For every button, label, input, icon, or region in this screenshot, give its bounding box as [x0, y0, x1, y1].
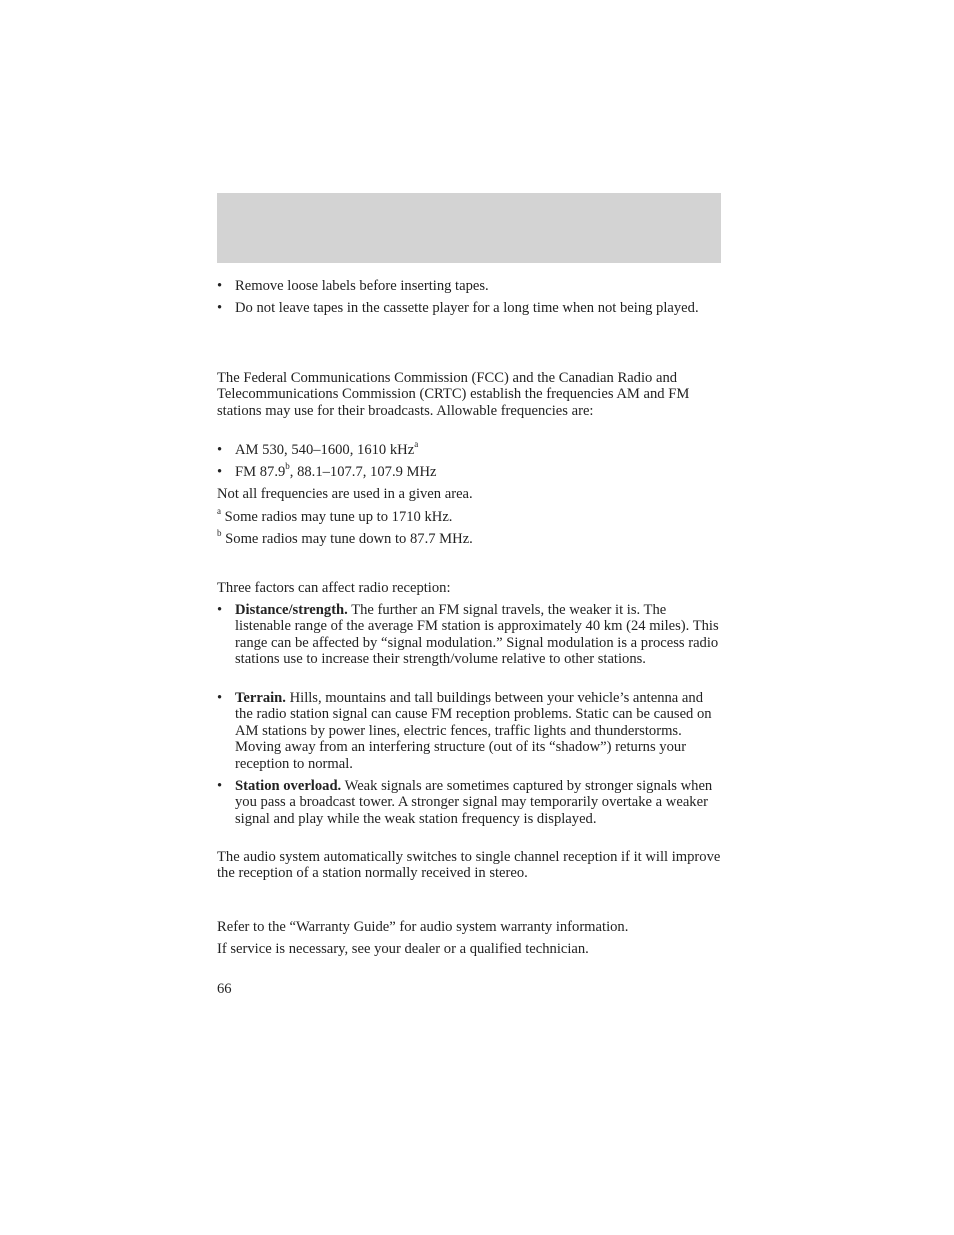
footnote: $^b$ Some radios may tune down to 87.7 MHz.	[217, 528, 473, 547]
list-item-text: Terrain. Hills, mountains and tall buildings between your vehicle’s antenna and the radio station signal can cause FM reception problems. Static can be caused on AM stations by power lines, electric fences, traffic lights and thunderstorms. Moving away from an interfering structure (out of its “shadow”) returns your reception to normal.	[235, 690, 712, 772]
bullet-icon: •	[217, 690, 223, 706]
list-item	[217, 300, 723, 316]
list-item	[217, 461, 723, 480]
service-note: If service is necessary, see your dealer or a qualified technician.	[217, 941, 589, 957]
frequencies-intro: The Federal Communications Commission (FCC) and the Canadian Radio and Telecommunications Commission (CRTC) establish the frequencies AM and FM stations may use for their broadcasts. Allowable frequencies are:	[217, 370, 690, 419]
footnote: $^a$ Some radios may tune up to 1710 kHz.	[217, 506, 453, 525]
section-header-band	[217, 193, 721, 263]
bullet-icon: •	[217, 602, 223, 618]
reception-closing: The audio system automatically switches to single channel reception if it will improve the reception of a station normally received in stereo.	[217, 849, 721, 882]
bullet-icon: •	[217, 278, 223, 294]
list-item	[217, 602, 723, 668]
fm-frequency: FM 87.9$^b$, 88.1–107.7, 107.9 MHz	[235, 461, 437, 480]
bullet-icon: •	[217, 300, 223, 316]
page-number: 66	[217, 981, 232, 997]
list-item	[217, 439, 723, 458]
am-frequency: AM 530, 540–1600, 1610 kHz$^a$	[235, 439, 419, 458]
list-item-text: Do not leave tapes in the cassette player for a long time when not being played.	[235, 300, 699, 316]
reception-intro: Three factors can affect radio reception:	[217, 580, 451, 596]
list-item	[217, 778, 723, 827]
bullet-icon: •	[217, 778, 223, 794]
list-item	[217, 690, 723, 772]
list-item-text: Station overload. Weak signals are sometimes captured by stronger signals when you pass a broadcast tower. A stronger signal may temporarily overtake a weaker signal and play while the weak station frequency is displayed.	[235, 778, 713, 827]
bullet-icon: •	[217, 442, 223, 458]
warranty-note: Refer to the “Warranty Guide” for audio system warranty information.	[217, 919, 629, 935]
bullet-icon: •	[217, 464, 223, 480]
list-item	[217, 278, 723, 294]
list-item-text: Distance/strength. The further an FM signal travels, the weaker it is. The listenable range of the average FM station is approximately 40 km (24 miles). This range can be affected by “signal modulation.” Signal modulation is a process radio stations use to increase their strength/volume relative to other stations.	[235, 602, 719, 668]
list-item-text: Remove loose labels before inserting tapes.	[235, 278, 489, 294]
frequencies-note: Not all frequencies are used in a given area.	[217, 486, 473, 502]
